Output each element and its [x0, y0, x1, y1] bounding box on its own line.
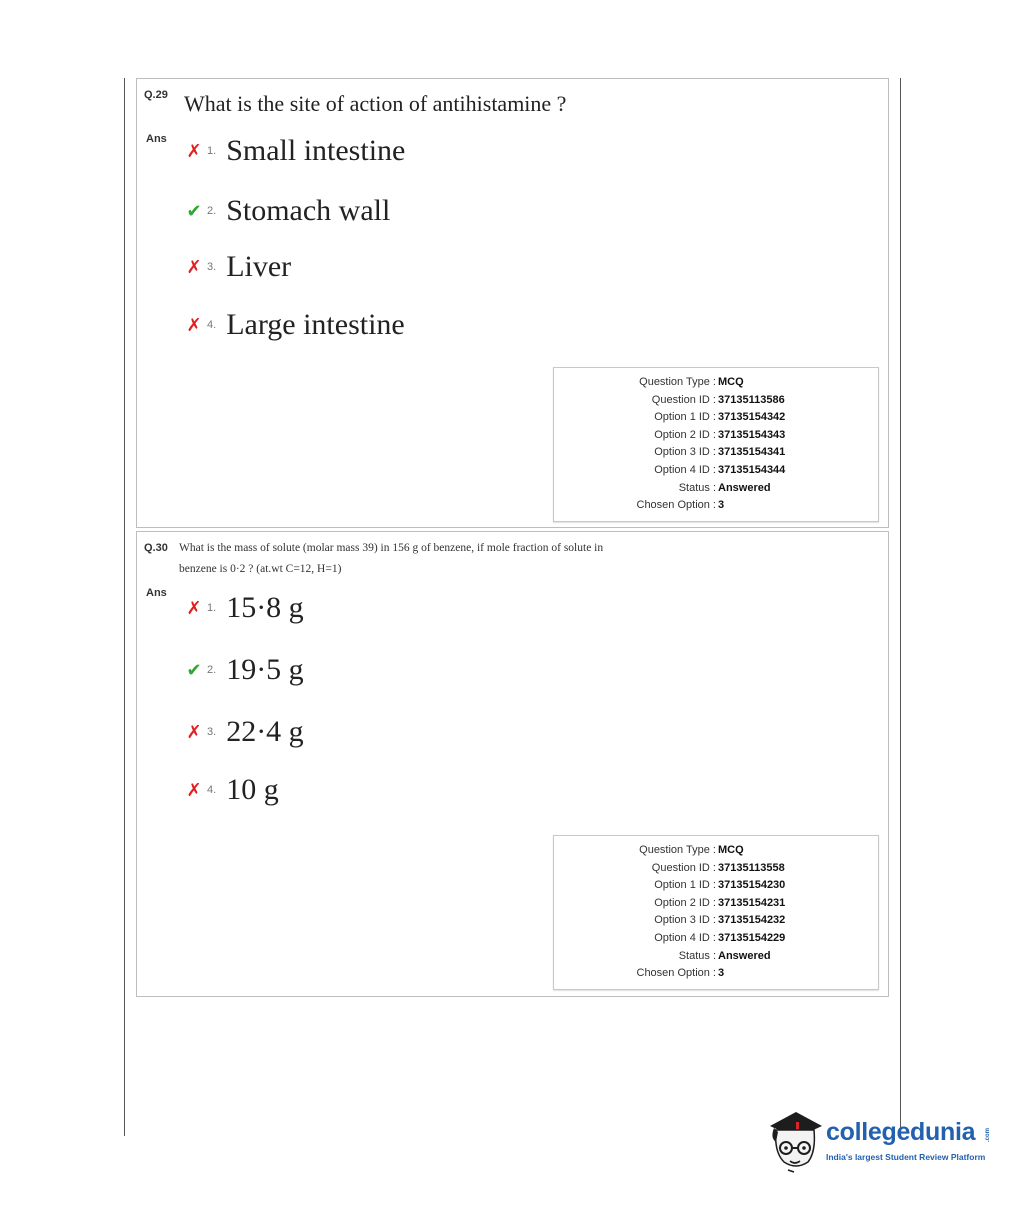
option-text: Liver	[226, 250, 292, 283]
meta-option-2-id: Option 2 ID : 37135154343	[654, 429, 786, 441]
question-text: What is the mass of solute (molar mass 39) in 156 g of benzene, if mole fraction of solute in	[179, 542, 604, 554]
option-number: 2.	[207, 664, 217, 676]
option-3	[185, 247, 291, 287]
brand-name: collegedunia	[826, 1118, 976, 1146]
page-left-rule	[124, 78, 125, 1136]
meta-option-3-id: Option 3 ID : 37135154341	[654, 446, 786, 458]
meta-question-id: Question ID : 37135113558	[651, 862, 785, 874]
option-number: 3.	[207, 261, 217, 273]
brand-suffix: .com	[985, 1127, 992, 1143]
mascot-face-icon	[766, 1104, 826, 1174]
collegedunia-logo	[766, 1104, 996, 1176]
meta-option-1-id: Option 1 ID : 37135154230	[654, 879, 786, 891]
option-3	[185, 712, 304, 752]
option-number: 2.	[207, 205, 217, 217]
option-2	[185, 191, 390, 231]
option-number: 4.	[207, 319, 217, 331]
cross-icon: ✗	[186, 780, 202, 800]
question-block-30	[136, 531, 889, 997]
option-1	[185, 131, 405, 171]
option-text: 15·8 g	[226, 591, 304, 624]
option-text: Large intestine	[226, 308, 405, 341]
cross-icon: ✗	[186, 257, 202, 277]
option-number: 3.	[207, 726, 217, 738]
check-icon: ✔	[186, 660, 202, 680]
question-number: Q.30	[144, 542, 168, 554]
option-number: 4.	[207, 784, 217, 796]
check-icon: ✔	[186, 201, 202, 221]
answer-label: Ans	[146, 587, 167, 599]
option-text: 19·5 g	[226, 653, 304, 686]
cross-icon: ✗	[186, 141, 202, 161]
option-2	[185, 650, 304, 690]
meta-question-type: Question Type : MCQ	[639, 376, 744, 388]
brand-tagline: India's largest Student Review Platform	[826, 1152, 986, 1162]
cross-icon: ✗	[186, 722, 202, 742]
option-text: Stomach wall	[226, 194, 391, 227]
meta-option-4-id: Option 4 ID : 37135154229	[654, 932, 786, 944]
meta-option-4-id: Option 4 ID : 37135154344	[654, 464, 786, 476]
meta-option-3-id: Option 3 ID : 37135154232	[654, 914, 786, 926]
option-1	[185, 588, 304, 628]
option-text: 22·4 g	[226, 715, 304, 748]
option-text: 10 g	[226, 773, 279, 806]
page-right-rule	[900, 78, 901, 1136]
option-number: 1.	[207, 602, 217, 614]
meta-chosen-option: Chosen Option : 3	[636, 499, 725, 511]
meta-chosen-option: Chosen Option : 3	[636, 967, 725, 979]
question-meta-box	[553, 835, 879, 990]
question-block-29	[136, 78, 889, 528]
meta-option-2-id: Option 2 ID : 37135154231	[654, 897, 786, 909]
option-number: 1.	[207, 145, 217, 157]
cross-icon: ✗	[186, 598, 202, 618]
cross-icon: ✗	[186, 315, 202, 335]
question-number: Q.29	[144, 89, 168, 101]
option-text: Small intestine	[226, 134, 406, 167]
meta-option-1-id: Option 1 ID : 37135154342	[654, 411, 786, 423]
question-text-line-2: benzene is 0·2 ? (at.wt C=12, H=1)	[179, 563, 342, 575]
question-text: What is the site of action of antihistamine ?	[184, 91, 567, 116]
answer-label: Ans	[146, 133, 167, 145]
meta-status: Status : Answered	[678, 950, 771, 962]
question-meta-box	[553, 367, 879, 522]
option-4	[185, 305, 405, 345]
meta-status: Status : Answered	[678, 482, 771, 494]
meta-question-type: Question Type : MCQ	[639, 844, 744, 856]
option-4	[185, 770, 279, 810]
meta-question-id: Question ID : 37135113586	[651, 394, 785, 406]
